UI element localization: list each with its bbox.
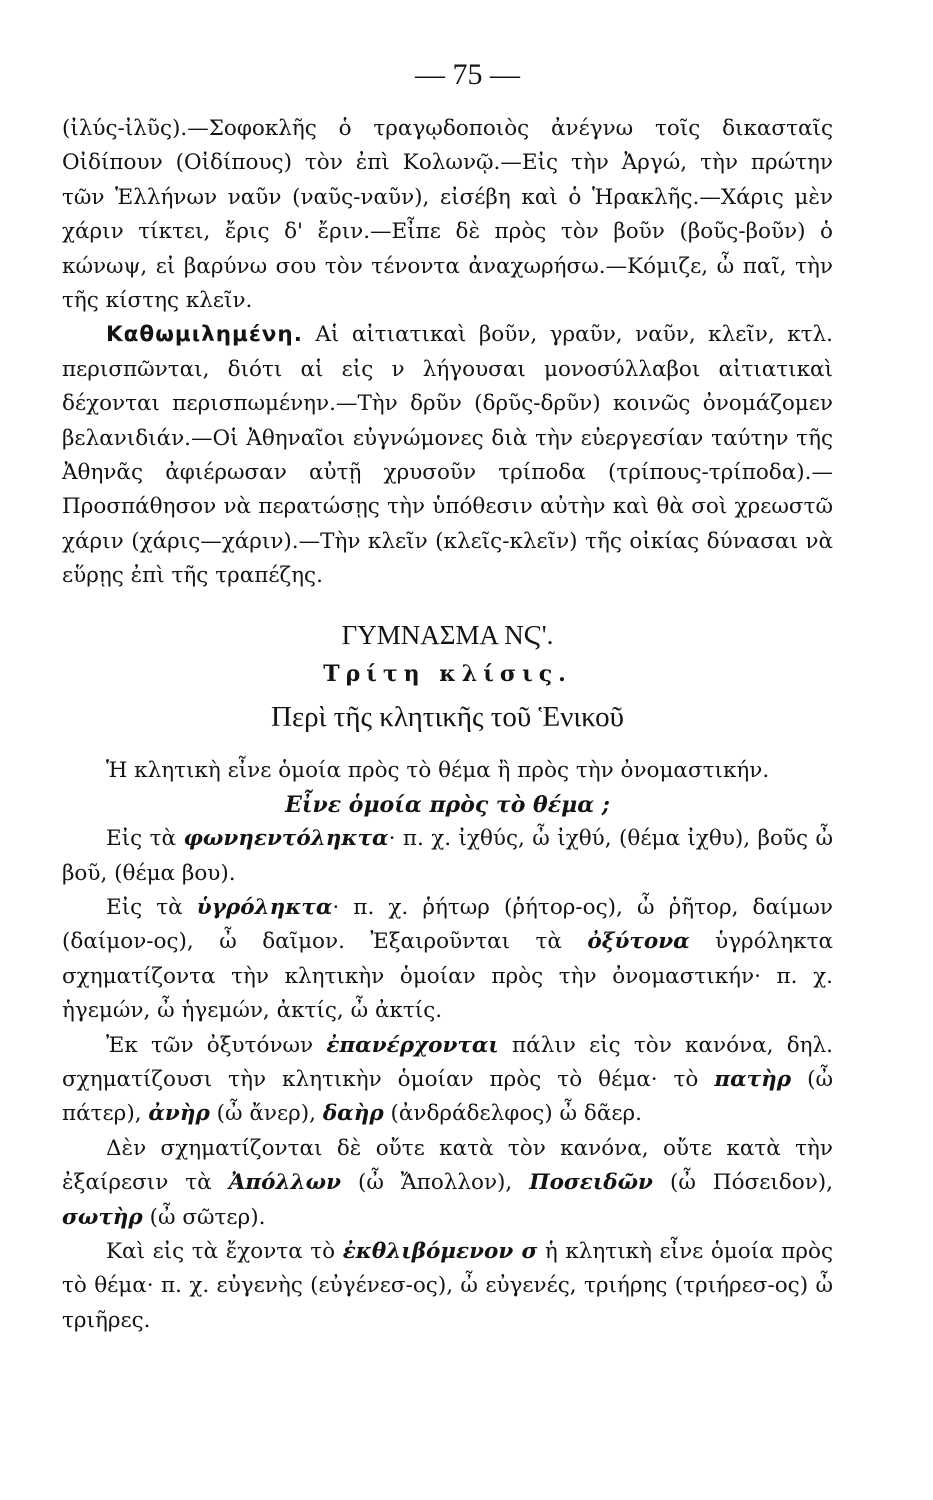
paragraph-rule-intro: Ἡ κλητικὴ εἶνε ὁμοία πρὸς τὸ θέμα ἢ πρὸς τὴν ὀνομαστικήν. (106, 757, 770, 783)
term-oxytone: ὀξύτονα (587, 929, 690, 955)
paragraph-examples: (ἰλύς-ἰλῦς).—Σοφοκλῆς ὁ τραγῳδοποιὸς ἀνέγνω τοῖς δικασταῖς Οἰδίπουν (Οἰδίπους) τὸν ἐπὶ Κολωνῷ.—Εἰς τὴν Ἀργώ, τὴν πρώτην τῶν Ἑλλήνων ναῦν (ναῦς-ναῦν), εἰσέβη καὶ ὁ Ἡρακλῆς.—Χάρις μὲν χάριν τίκτει, ἔρις δ' ἔριν.—Εἶπε δὲ πρὸς τὸν βοῦν (βοῦς-βοῦν) ὁ κώνωψ, εἰ βαρύνω σου τὸν τένοντα ἀναχωρήσω.—Κόμιζε, ὦ παῖ, τὴν τῆς κίστης κλεῖν. (62, 116, 833, 314)
term-aner: ἀνὴρ (148, 1101, 210, 1127)
text-run: ὑγρόληκτα σχηματίζοντα τὴν κλητικὴν ὁμοίαν πρὸς τὴν ὀνομαστικήν· π. χ. ἡγεμών, ὦ ἡγεμών, ἀκτίς, ὦ ἀκτίς. (62, 929, 833, 1024)
common-usage-label: Καθωμιλημένη. (106, 322, 303, 348)
term-return: ἐπανέρχονται (326, 1032, 499, 1058)
text-run: (ὦ Ἄπολλον), (341, 1170, 530, 1196)
text-run: Εἰς τὰ (106, 826, 184, 852)
paragraph-vowel-stems (62, 822, 833, 891)
text-run: (ὦ ἄνερ), (209, 1101, 323, 1127)
page-number: — 75 — (415, 58, 520, 91)
paragraph-oxytone-exceptions (62, 1029, 833, 1132)
text-run: (ὦ πάτερ), (62, 1066, 833, 1127)
paragraph-elided-sigma (62, 1235, 833, 1338)
text-run: ἡ κλητικὴ εἶνε ὁμοία πρὸς τὸ θέμα· π. χ. εὐγενὴς (εὐγένεσ-ος), ὦ εὐγενές, τριήρης (τριήρεσ-ος) ὦ τριῆρες. (62, 1238, 833, 1333)
text-run: · π. χ. ἰχθύς, ὦ ἰχθύ, (θέμα ἰχθυ), βοῦς ὦ βοῦ, (θέμα βου). (62, 826, 833, 886)
text-run: Εἰς τὰ (106, 894, 197, 920)
paragraph-irregular (62, 1132, 833, 1235)
term-liquid-stems: ὑγρόληκτα (196, 894, 333, 920)
section-heading: Περὶ τῆς κλητικῆς τοῦ Ἑνικοῦ (271, 700, 624, 733)
text-run: (ὦ Πόσειδον), (652, 1170, 833, 1196)
term-daer: δαὴρ (322, 1101, 384, 1127)
text-run: (ἀνδράδελφος) ὦ δᾶερ. (383, 1101, 642, 1127)
term-pater: πατὴρ (714, 1066, 792, 1092)
text-run: (ὦ σῶτερ). (142, 1204, 266, 1230)
term-poseidon: Ποσειδῶν (529, 1170, 653, 1196)
text-run: Καὶ εἰς τὰ ἔχοντα τὸ (106, 1238, 343, 1264)
term-vowel-stems: φωνηεντόληκτα (183, 826, 389, 852)
text-run: Ἐκ τῶν ὀξυτόνων (106, 1032, 327, 1058)
question-heading: Εἶνε ὁμοία πρὸς τὸ θέμα ; (285, 792, 610, 819)
text-run: Δὲν σχηματίζονται δὲ οὔτε κατὰ τὸν κανόνα, οὔτε κατὰ τὴν ἐξαίρεσιν τὰ (62, 1135, 833, 1196)
term-apollon: Ἀπόλλων (228, 1170, 341, 1196)
term-soter: σωτὴρ (62, 1204, 143, 1230)
paragraph-liquid-stems (62, 891, 833, 1029)
exercise-heading: ΓΥΜΝΑΣΜΑ ΝϚ'. (341, 619, 554, 650)
common-usage-text: Αἱ αἰτιατικαὶ βοῦν, γραῦν, ναῦν, κλεῖν, κτλ. περισπῶνται, διότι αἱ εἰς ν λήγουσαι μονοσύλλαβοι αἰτιατικαὶ δέχονται περισπωμένην.—Τὴν δρῦν (δρῦς-δρῦν) κοινῶς ὀνομάζομεν βελανιδιάν.—Οἱ Ἀθηναῖοι εὐγνώμονες διὰ τὴν εὐεργεσίαν ταύτην τῆς Ἀθηνᾶς ἀφιέρωσαν αὐτῇ χρυσοῦν τρίποδα (τρίπους-τρίποδα).—Προσπάθησον νὰ περατώσῃς τὴν ὑπόθεσιν αὐτὴν καὶ θὰ σοὶ χρεωστῶ χάριν (χάρις—χάριν).—Τὴν κλεῖν (κλεῖς-κλεῖν) τῆς οἰκίας δύνασαι νὰ εὕρῃς ἐπὶ τῆς τραπέζης. (62, 322, 833, 589)
declension-heading: Τρίτη κλίσις. (323, 660, 572, 687)
text-run: πάλιν εἰς τὸν κανόνα, δηλ. σχηματίζουσι τὴν κλητικὴν ὁμοίαν πρὸς τὸ θέμα· τὸ (62, 1032, 833, 1092)
text-run: · π. χ. ῥήτωρ (ῥήτορ-ος), ὦ ῥῆτορ, δαίμων (δαίμον-ος), ὦ δαῖμον. Ἐξαιροῦνται τὰ (62, 894, 834, 955)
term-elided-sigma: ἐκθλιβόμενον σ (342, 1238, 538, 1264)
paragraph-common-usage (62, 318, 833, 593)
